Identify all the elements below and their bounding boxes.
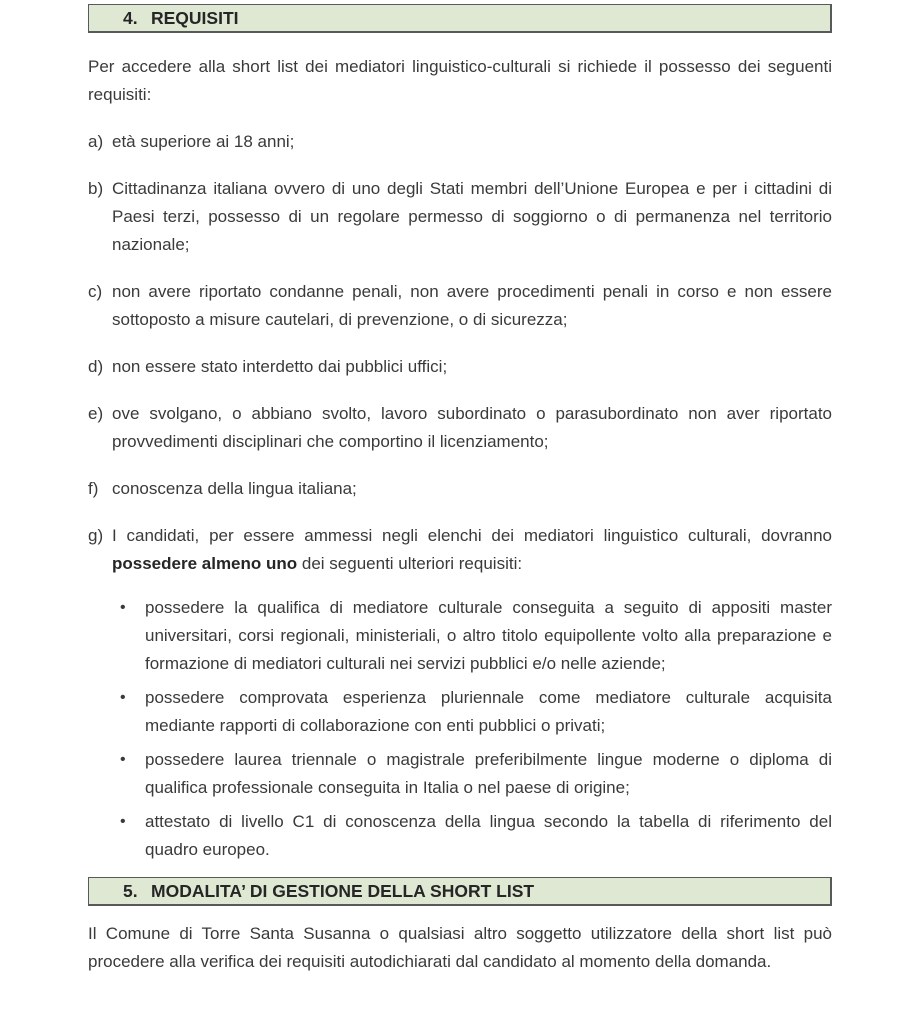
sub-requirement-item <box>88 808 832 864</box>
section-4-number: 4. <box>123 8 138 28</box>
bullet-icon: • <box>120 689 126 706</box>
sub-requirement-text: possedere laurea triennale o magistrale preferibilmente lingue moderne o diploma di qualifica professionale conseguita in Italia o nel paese di origine; <box>145 750 832 797</box>
requirement-text-before: I candidati, per essere ammessi negli elenchi dei mediatori linguistico culturali, dovranno <box>112 526 832 545</box>
requirement-text: conoscenza della lingua italiana; <box>112 479 357 498</box>
requirement-item-c <box>88 278 832 334</box>
requirement-label: a) <box>88 132 104 151</box>
requirement-item-f <box>88 475 832 503</box>
sub-requirement-text: possedere comprovata esperienza pluriennale come mediatore culturale acquisita mediante rapporti di collaborazione con enti pubblici o privati; <box>145 688 832 735</box>
bullet-icon: • <box>120 813 126 830</box>
requirement-item-b <box>88 175 832 259</box>
requirement-label: d) <box>88 357 104 376</box>
requirement-item-d <box>88 353 832 381</box>
section-5-number: 5. <box>123 881 138 901</box>
requirement-label: b) <box>88 179 104 198</box>
sub-requirements-list <box>88 594 832 864</box>
requirement-text: età superiore ai 18 anni; <box>112 132 295 151</box>
intro-paragraph: Per accedere alla short list dei mediatori linguistico-culturali si richiede il possesso dei seguenti requisiti: <box>88 57 832 104</box>
requirement-item-g <box>88 522 832 578</box>
sub-requirement-item <box>88 594 832 678</box>
requirement-text: Cittadinanza italiana ovvero di uno degli Stati membri dell’Unione Europea e per i cittadini di Paesi terzi, possesso di un regolare permesso di soggiorno o di permanenza nel territorio nazionale; <box>112 179 832 254</box>
closing-paragraph: Il Comune di Torre Santa Susanna o qualsiasi altro soggetto utilizzatore della short list può procedere alla verifica dei requisiti autodichiarati dal candidato al momento della domanda. <box>88 924 832 971</box>
requirement-label: f) <box>88 479 99 498</box>
section-5-header <box>88 877 832 906</box>
requirement-text: ove svolgano, o abbiano svolto, lavoro subordinato o parasubordinato non aver riportato provvedimenti disciplinari che comportino il licenziamento; <box>112 404 832 451</box>
bullet-icon: • <box>120 599 126 616</box>
bullet-icon: • <box>120 751 126 768</box>
requirement-label: g) <box>88 526 104 545</box>
requirement-label: e) <box>88 404 104 423</box>
section-4-title: REQUISITI <box>151 8 239 28</box>
section-4-header <box>88 4 832 33</box>
requirement-label: c) <box>88 282 103 301</box>
requirement-text <box>112 522 832 578</box>
requirement-text: non avere riportato condanne penali, non avere procedimenti penali in corso e non essere sottoposto a misure cautelari, di prevenzione, o di sicurezza; <box>112 282 832 329</box>
requirement-text-after: dei seguenti ulteriori requisiti: <box>297 554 523 573</box>
requirement-text: non essere stato interdetto dai pubblici uffici; <box>112 357 448 376</box>
section-5-title: MODALITA’ DI GESTIONE DELLA SHORT LIST <box>151 881 535 901</box>
requirement-item-e <box>88 400 832 456</box>
sub-requirement-item <box>88 684 832 740</box>
requirement-text-bold: possedere almeno uno <box>112 554 298 573</box>
sub-requirement-text: attestato di livello C1 di conoscenza della lingua secondo la tabella di riferimento del quadro europeo. <box>145 812 832 859</box>
sub-requirement-item <box>88 746 832 802</box>
requirement-item-a <box>88 128 832 156</box>
sub-requirement-text: possedere la qualifica di mediatore culturale conseguita a seguito di appositi master universitari, corsi regionali, ministeriali, o altro titolo equipollente volto alla preparazione e formazione di mediatori culturali nei servizi pubblici e/o nelle aziende; <box>145 598 832 673</box>
